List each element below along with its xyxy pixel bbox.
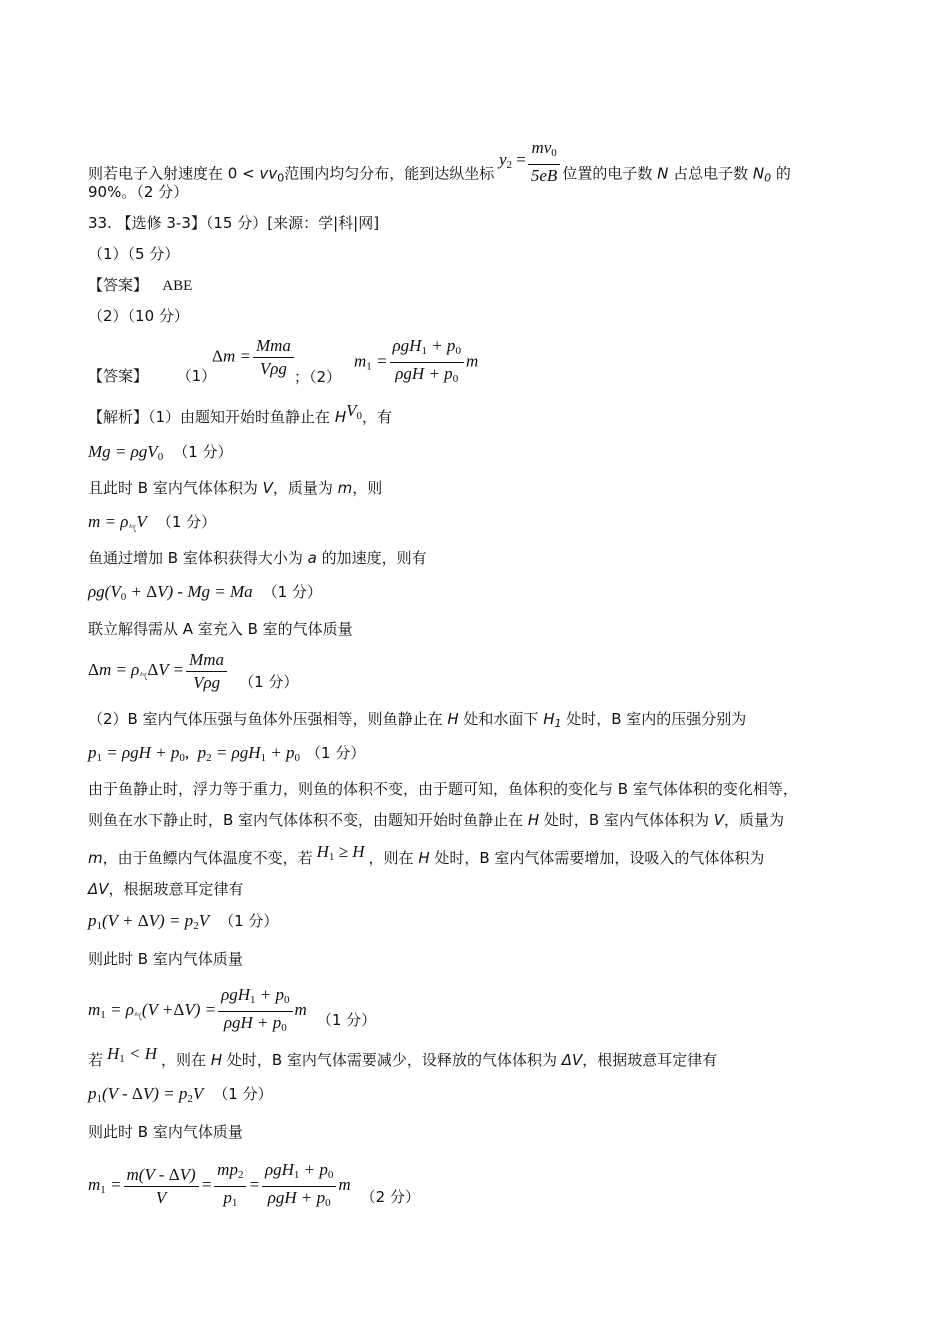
equation-6	[88, 911, 278, 936]
score: （1 分）	[316, 1011, 377, 1030]
answer-label: 【答案】	[88, 276, 149, 294]
text: 处时，B 室内气体需要减少，设释放的气体体积为	[222, 1051, 562, 1069]
var-H1: H	[543, 710, 555, 728]
text: 占总电子数	[668, 164, 753, 183]
var-m: m	[337, 479, 353, 497]
text: 处时，B 室内气体体积为	[539, 811, 714, 829]
equation-9	[88, 1160, 420, 1213]
text: （2）B 室内气体压强与鱼体外压强相等，则鱼静止在	[88, 710, 448, 728]
var-H: H	[210, 1051, 223, 1069]
var-V: V	[262, 479, 273, 497]
analysis-intro	[88, 401, 393, 432]
line-buoyancy: 由于鱼静止时，浮力等于重力，则鱼的体积不变，由于题可知，鱼体积的变化与 B 室气体体积的变化相等，	[88, 780, 798, 798]
text: ，则在	[368, 849, 419, 867]
equation-3	[88, 582, 322, 607]
formula-pressures: $p_1 = \rho gH + p_0$, $p_2 = \rho gH_1 + p_0$	[88, 743, 301, 764]
sub: 0	[764, 171, 772, 185]
var-N0: N	[752, 164, 765, 183]
line-case-decrease	[88, 1044, 718, 1075]
line-boyle-1	[88, 879, 244, 899]
sub: 0	[551, 147, 557, 159]
formula-boyle-increase: $p_1(V + \Delta V) = p_2V$	[88, 911, 210, 932]
answer-part-1	[88, 275, 192, 296]
line-acceleration	[88, 548, 427, 568]
text: 处时，B 室内气体需要增加，设吸入的气体体积为	[429, 849, 765, 867]
line-mass-then-2: 则此时 B 室内气体质量	[88, 1123, 243, 1141]
equation-7	[88, 985, 376, 1038]
formula-delta-m: Δm = $\frac{\text{Mma}}{\text{Vρg}}$	[212, 336, 296, 379]
score: （1 分）	[239, 673, 299, 692]
line-b-volume	[88, 478, 382, 498]
text: 且此时 B 室内气体体积为	[88, 479, 263, 497]
num: mv	[531, 138, 552, 157]
score: （1 分）	[219, 912, 279, 930]
equation-4	[88, 650, 298, 693]
den: 5eB	[530, 166, 558, 185]
formula-newton: $\rho g(V_0 + \Delta V) - Mg = Ma$	[88, 582, 253, 603]
line-mass-then-1: 则此时 B 室内气体质量	[88, 950, 243, 968]
formula-delta-m-full: $\Delta m = \rho_气\Delta V$ = $\frac{\text{Mma}}{\text{Vρg}}$	[88, 660, 229, 679]
text: 的加速度，则有	[316, 549, 427, 567]
question-33-heading: 33. 【选修 3-3】（15 分）[来源：学|科|网]	[88, 214, 380, 232]
text: ，有	[362, 408, 393, 426]
formula-V0: $V_0$	[346, 401, 362, 422]
equation-5	[88, 743, 365, 768]
var-H: H	[447, 710, 459, 728]
var-delta-V: ΔV	[561, 1051, 583, 1069]
text: 位置的电子数	[562, 164, 658, 183]
text: 的	[771, 164, 791, 183]
formula-m1-answer: $m_1$ = $\frac{\rho gH_1 + p_0}{\rho gH + p_0}$ m	[354, 336, 479, 385]
part-2-heading: （2）（10 分）	[88, 307, 189, 325]
sub: 2	[506, 158, 513, 171]
text: 若	[88, 1051, 104, 1069]
formula-m1-increase: $m_1 = \rho_气(V +\Delta V)$ = $\frac{\rho gH_1 + p_0}{\rho gH + p_0}$ m	[88, 985, 307, 1034]
text: ，根据玻意耳定律有	[108, 880, 244, 898]
var-H: H	[527, 811, 540, 829]
var-v0: v	[268, 164, 278, 183]
text: 则若电子入射速度在 0 <	[88, 164, 260, 183]
text: ；（2）	[294, 368, 342, 386]
formula-Mg-rhogV0: Mg = ρgV$_0$	[88, 442, 164, 463]
var-m: m	[88, 849, 103, 867]
line-solve-mass: 联立解得需从 A 室充入 B 室的气体质量	[88, 620, 353, 638]
score: （1 分）	[173, 443, 233, 461]
var-delta-V: ΔV	[88, 880, 109, 898]
equation-1	[88, 442, 233, 467]
line-90-percent: 90%。（2 分）	[88, 183, 189, 201]
line-case-increase	[88, 842, 765, 873]
answer-value: ABE	[162, 278, 193, 294]
line-volume-unchanged	[88, 810, 784, 830]
score: （1 分）	[306, 744, 366, 762]
fraction-mv0-5eB	[528, 138, 560, 186]
formula-H1-ge-H: $H_1 \ge H$	[316, 842, 365, 863]
var-v: v	[259, 164, 269, 183]
formula-m-rho-V: $m = \rho_气V$	[88, 512, 147, 533]
equation-8	[88, 1084, 273, 1109]
line-speed-range	[88, 138, 791, 198]
equals: =	[512, 149, 526, 169]
formula-m1-decrease: $m_1$ = $\frac{m(V - \Delta V)}{V}$ = $\frac{mp_2}{p_1}$ = $\frac{\rho gH_1 + p_0}{\rho gH + p_0}$ m	[88, 1160, 351, 1209]
text: 处和水面下	[458, 710, 544, 728]
score: （1 分）	[156, 513, 217, 531]
var-H: H	[418, 849, 430, 867]
score: （1 分）	[262, 583, 322, 601]
text: 则鱼在水下静止时，B 室内气体体积不变，由题知开始时鱼静止在	[88, 811, 528, 829]
text: ，质量为	[724, 811, 785, 829]
part-1-heading: （1）（5 分）	[88, 245, 180, 263]
var-V: V	[713, 811, 724, 829]
text: 【解析】（1）由题知开始时鱼静止在	[88, 408, 335, 426]
score: （2 分）	[360, 1188, 420, 1207]
formula-boyle-decrease: $p_1(V - \Delta V) = p_2V$	[88, 1084, 204, 1105]
formula-y2	[499, 150, 526, 175]
line-pressure-intro	[88, 709, 746, 734]
formula-H1-lt-H: $H_1 < H$	[107, 1044, 158, 1065]
answer-part-2	[88, 366, 216, 386]
answer-label: 【答案】	[88, 367, 149, 385]
sub: 1	[554, 717, 562, 730]
text: ，质量为	[272, 479, 338, 497]
var-H: H	[334, 408, 347, 426]
text: ，则	[352, 479, 383, 497]
score: （1 分）	[213, 1085, 273, 1103]
text: ，由于鱼鳔内气体温度不变，若	[102, 849, 313, 867]
var-N: N	[657, 164, 669, 183]
equation-2	[88, 512, 216, 539]
sub: 0	[277, 171, 285, 185]
text: ，则在	[161, 1051, 211, 1069]
var-y: y	[499, 149, 507, 169]
text: 范围内均匀分布，能到达纵坐标	[284, 164, 495, 183]
var-a: a	[307, 549, 317, 567]
text: （1）	[176, 367, 217, 385]
text: ，根据玻意耳定律有	[582, 1051, 718, 1069]
text: 鱼通过增加 B 室体积获得大小为	[88, 549, 308, 567]
text: 处时，B 室内的压强分别为	[561, 710, 747, 728]
